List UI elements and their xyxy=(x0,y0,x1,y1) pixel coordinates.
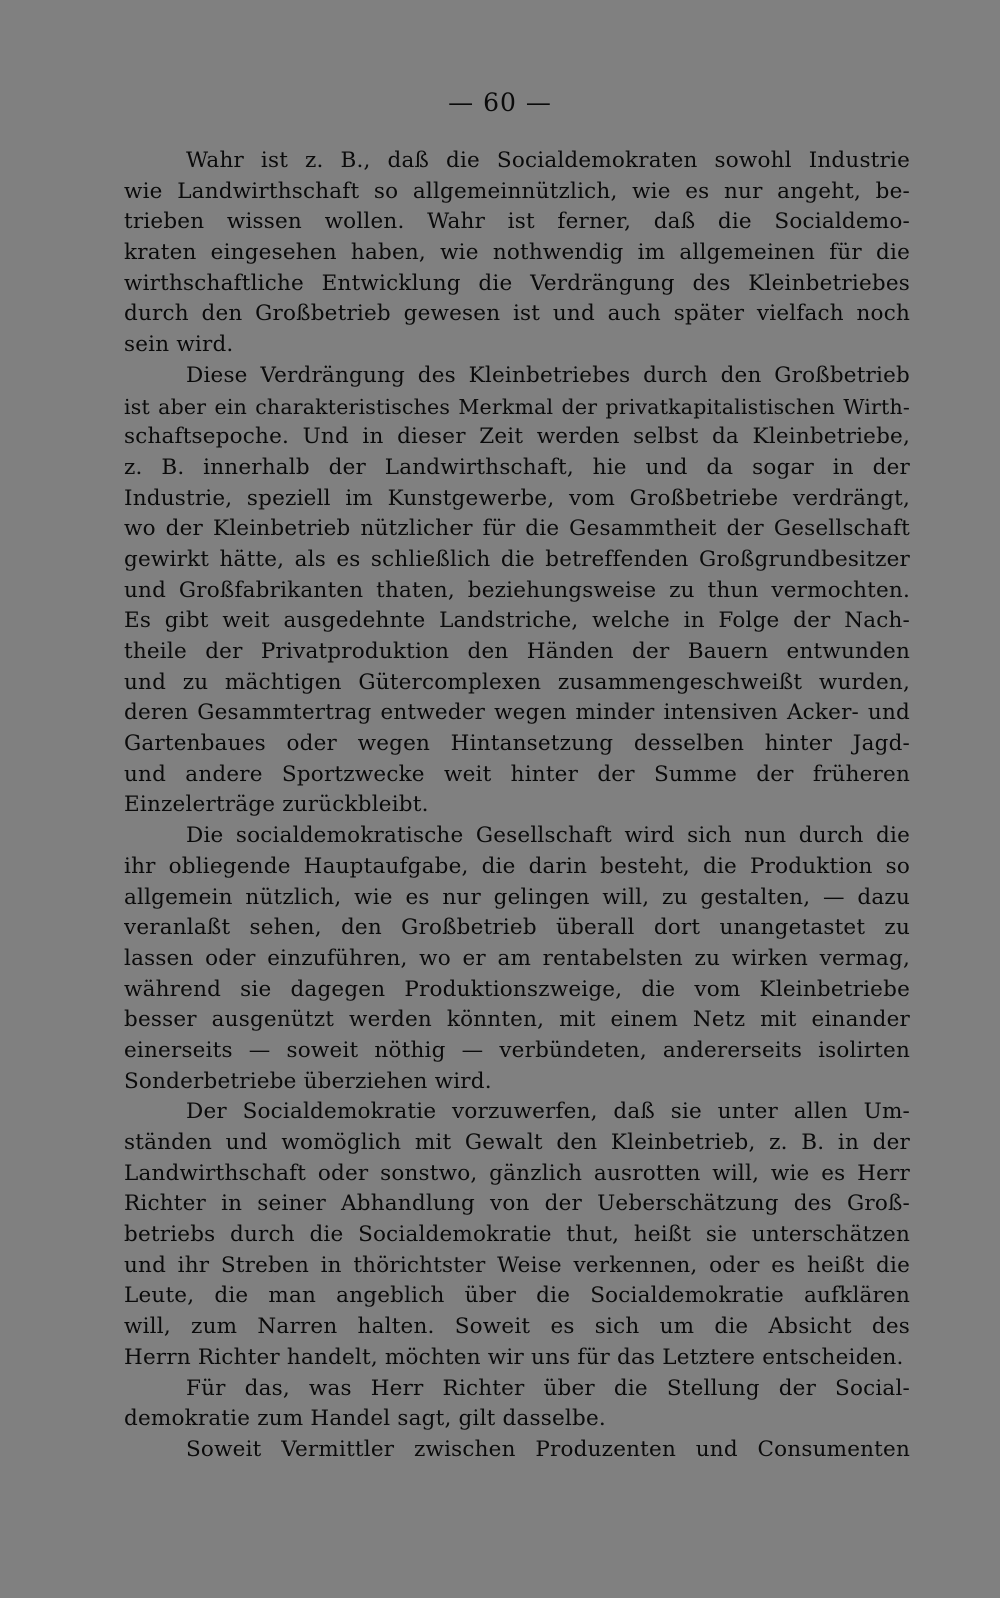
text-line: gewirkt hätte, als es schließlich die betreffenden Großgrundbesitzer xyxy=(124,546,910,572)
text-line: Industrie, speziell im Kunstgewerbe, vom Großbetriebe verdrängt, xyxy=(124,485,910,511)
body-text xyxy=(124,146,910,1466)
text-line: deren Gesammtertrag entweder wegen minder intensiven Acker- und xyxy=(124,700,910,726)
text-line: theile der Privatproduktion den Händen der Bauern entwunden xyxy=(124,639,910,664)
text-line: Diese Verdrängung des Kleinbetriebes durch den Großbetrieb xyxy=(186,362,910,388)
text-line: Es gibt weit ausgedehnte Landstriche, welche in Folge der Nach- xyxy=(124,608,910,634)
text-line: will, zum Narren halten. Soweit es sich um die Absicht des xyxy=(124,1314,910,1340)
text-line: und Großfabrikanten thaten, beziehungsweise zu thun vermochten. xyxy=(124,577,910,603)
text-line: lassen oder einzuführen, wo er am rentabelsten zu wirken vermag, xyxy=(124,945,910,971)
text-line: Richter in seiner Abhandlung von der Ueberschätzung des Groß- xyxy=(124,1191,910,1217)
text-line: trieben wissen wollen. Wahr ist ferner, daß die Socialdemo- xyxy=(124,209,910,235)
text-line: Für das, was Herr Richter über die Stellung der Social- xyxy=(186,1375,910,1401)
text-line: und andere Sportzwecke weit hinter der Summe der früheren xyxy=(124,761,910,787)
text-line: Sonderbetriebe überziehen wird. xyxy=(124,1068,492,1094)
text-line: demokratie zum Handel sagt, gilt dasselbe. xyxy=(124,1406,606,1432)
text-line: Gartenbaues oder wegen Hintansetzung desselben hinter Jagd- xyxy=(124,731,910,757)
text-line: durch den Großbetrieb gewesen ist und auch später vielfach noch xyxy=(124,301,910,327)
text-line: einerseits — soweit nöthig — verbündeten, andererseits isolirten xyxy=(124,1037,910,1063)
text-line: wie Landwirthschaft so allgemeinnützlich, wie es nur angeht, be- xyxy=(124,178,910,204)
text-line: wirthschaftliche Entwicklung die Verdrängung des Kleinbetriebes xyxy=(124,270,910,296)
text-line: Landwirthschaft oder sonstwo, gänzlich ausrotten will, wie es Herr xyxy=(124,1160,910,1186)
text-line: ist aber ein charakteristisches Merkmal der privatkapitalistischen Wirth- xyxy=(124,394,910,419)
text-line: Der Socialdemokratie vorzuwerfen, daß sie unter allen Um- xyxy=(186,1099,910,1125)
text-line: Wahr ist z. B., daß die Socialdemokraten sowohl Industrie xyxy=(186,148,910,173)
text-line: Leute, die man angeblich über die Socialdemokratie aufklären xyxy=(124,1283,910,1309)
text-line: schaftsepoche. Und in dieser Zeit werden selbst da Kleinbetriebe, xyxy=(124,424,910,450)
text-line: Soweit Vermittler zwischen Produzenten und Consumenten xyxy=(186,1436,910,1462)
text-line: sein wird. xyxy=(124,332,234,358)
page-number: — 60 — xyxy=(448,88,552,117)
text-line: Herrn Richter handelt, möchten wir uns für das Letztere entscheiden. xyxy=(124,1344,904,1370)
text-line: Einzelerträge zurückbleibt. xyxy=(124,792,429,818)
text-line: Die socialdemokratische Gesellschaft wird sich nun durch die xyxy=(186,823,910,849)
text-line: wo der Kleinbetrieb nützlicher für die Gesammtheit der Gesellschaft xyxy=(124,516,910,542)
text-line: besser ausgenützt werden könnten, mit einem Netz mit einander xyxy=(124,1007,910,1033)
text-line: und zu mächtigen Gütercomplexen zusammengeschweißt wurden, xyxy=(124,669,910,695)
text-line: während sie dagegen Produktionszweige, die vom Kleinbetriebe xyxy=(124,976,910,1002)
text-line: und ihr Streben in thörichtster Weise verkennen, oder es heißt die xyxy=(124,1252,910,1278)
text-line: ständen und womöglich mit Gewalt den Kleinbetrieb, z. B. in der xyxy=(124,1130,910,1155)
text-line: ihr obliegende Hauptaufgabe, die darin besteht, die Produktion so xyxy=(124,853,910,879)
text-line: allgemein nützlich, wie es nur gelingen will, zu gestalten, — dazu xyxy=(124,884,910,910)
text-line: betriebs durch die Socialdemokratie thut, heißt sie unterschätzen xyxy=(124,1222,910,1248)
text-line: veranlaßt sehen, den Großbetrieb überall dort unangetastet zu xyxy=(124,915,910,941)
text-line: z. B. innerhalb der Landwirthschaft, hie und da sogar in der xyxy=(124,454,910,480)
text-line: kraten eingesehen haben, wie nothwendig im allgemeinen für die xyxy=(124,240,910,266)
